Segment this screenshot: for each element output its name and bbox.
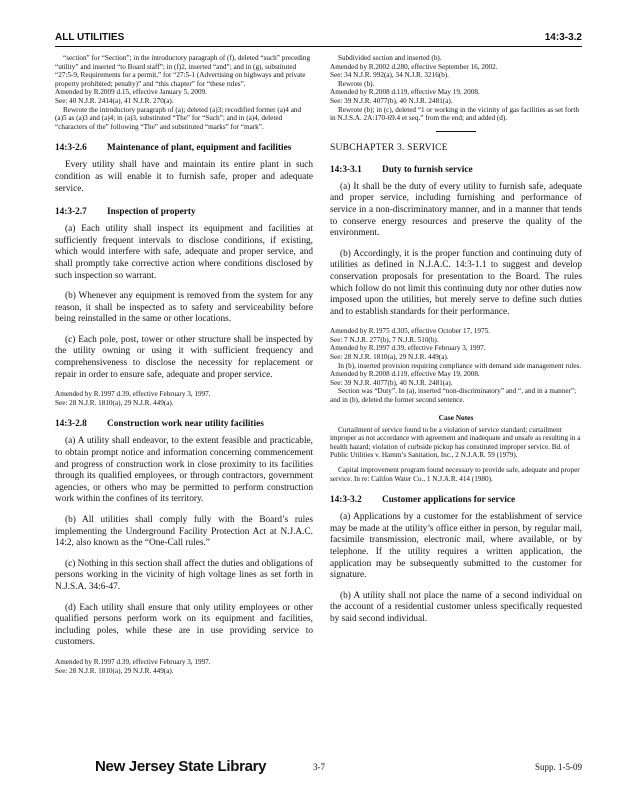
history-note: In (b), inserted provision requiring compliance with demand side management rules. — [338, 361, 582, 370]
paragraph: (a) Applications by a customer for the establishment of service may be made at the utility’s office either in person, by regular mail, facsimile transmission, electronic mail, where available, or by telephone. If the utility requires a written application, the application may be subsequently submitted to the customer for signature. — [330, 512, 582, 581]
history-note: Amended by R.2009 d.15, effective January 5, 2009. — [55, 88, 207, 97]
section-title: Inspection of property — [107, 207, 196, 218]
paragraph: (a) A utility shall endeavor, to the extent feasible and practicable, to obtain prompt notice and information concerning commencement and progress of construction work in close proximity to its facilities through its qualified employees, or through contractors, government agencies, or others who may be permitted to perform construction work within the confines of its territory. — [55, 436, 313, 505]
paragraph: (d) Each utility shall ensure that only utility employees or other qualified persons perform work on its equipment and facilities, including poles, while these are in use providing service to customers. — [55, 602, 313, 648]
section-number: 14:3-2.7 — [55, 207, 87, 218]
history-note: See: 28 N.J.R. 1810(a), 29 N.J.R. 449(a). — [330, 353, 449, 362]
divider — [436, 131, 476, 132]
history-note: Rewrote (b). — [338, 79, 375, 88]
case-note: Curtailment of service found to be a violation of service standard; curtailment improper as not accordance with agreement and inadequate and unsafe as resulting in a health hazard; violation of curbside pickup has constituted improper service. Bd. of Public Utilities v. Hamm’s Sanitation, Inc., 2 N.J.A.R. 59 (1979). — [330, 425, 581, 460]
section-heading-3-2 — [330, 495, 582, 506]
section-number: 14:3-2.8 — [55, 419, 87, 430]
paragraph: (c) Each pole, post, tower or other structure shall be inspected by the utility owning or using it with sufficient frequency and comprehensiveness to disclose the necessity for replacement or repair in order to ensure safe, adequate and proper service. — [55, 334, 313, 380]
history-note: See: 34 N.J.R. 992(a), 34 N.J.R. 3216(b). — [330, 71, 449, 80]
history-note: “section” for “Section”; in the introductory paragraph of (f), deleted “such” preceding “utility” and inserted “to Board staff”; in (f)2, inserted “and”; and in (g), substituted “27:5-9, Requirements for a permit,” for “27:5-1 (Advertising on highways and private property prohibited; penalty)” and “this chapter” for “these rules”. — [55, 54, 311, 88]
history-note: Amended by R.1997 d.39, effective February 3, 1997. — [55, 390, 211, 399]
section-title: Duty to furnish service — [382, 164, 473, 175]
paragraph: (b) A utility shall not place the name of a second individual on the account of a residential customer unless specifically requested by said second individual. — [330, 590, 582, 624]
history-note: See: 40 N.J.R. 2414(a), 41 N.J.R. 270(a). — [55, 96, 174, 105]
paragraph: (a) Each utility shall inspect its equipment and facilities at sufficiently frequent intervals to disclose conditions, if existing, which would interfere with safe, adequate and proper service, and shall promptly take corrective action where conditions disclosed by such inspection so warrant. — [55, 224, 313, 281]
history-note: See: 28 N.J.R. 1810(a), 29 N.J.R. 449(a). — [55, 666, 174, 675]
history-note: Rewrote the introductory paragraph of (a); deleted (a)3; recodified former (a)4 and (a)5 as (a)3 and (a)4; in (a)3, substituted “The” for “Such”; and in (a)4, deleted “characters of the” following “The” and substituted “marks” for “mark”. — [55, 105, 302, 131]
subchapter-heading: SUBCHAPTER 3. SERVICE — [330, 141, 448, 153]
section-heading-3-1 — [330, 165, 582, 176]
case-notes-heading: Case Notes — [438, 412, 474, 422]
case-note: Capital improvement program found necessary to provide safe, adequate and proper service. In re: Califon Water Co., 1 N.J.A.R. 414 (1980). — [330, 466, 580, 483]
header-section-number: 14:3-3.2 — [544, 32, 582, 43]
section-title: Construction work near utility facilities — [107, 419, 264, 430]
library-name: New Jersey State Library — [95, 758, 267, 775]
history-note: Amended by R.2008 d.119, effective May 19, 2008. — [330, 88, 480, 97]
paragraph: Every utility shall have and maintain its entire plant in such condition as will enable it to furnish safe, proper and adequate service. — [55, 160, 313, 194]
right-column — [330, 54, 582, 635]
paragraph: (c) Nothing in this section shall affect the duties and obligations of persons working in the vicinity of high voltage lines as set forth in N.J.S.A. 34:6-47. — [55, 558, 313, 592]
section-number: 14:3-3.1 — [330, 164, 362, 175]
left-column — [55, 54, 313, 675]
paragraph: (b) Accordingly, it is the proper function and continuing duty of utilities as defined in N.J.A.C. 14:3-1.1 to suggest and develop conservation proposals for presentation to the Board. The rules which follow do not limit this continuing duty nor other duties now imposed upon the utilities, but merely serve to define such duties and to establish standards for their performance. — [330, 248, 582, 317]
section-heading-2-8 — [55, 419, 313, 430]
history-note: Amended by R.1975 d.305, effective October 17, 1975. — [330, 327, 490, 336]
history-note: Amended by R.2008 d.119, effective May 19, 2008. — [330, 370, 480, 379]
history-note: Amended by R.1997 d.39, effective February 3, 1997. — [330, 344, 486, 353]
history-note: Rewrote (b); in (c), deleted “1 or working in the vicinity of gas facilities as set forth in N.J.S.A. 2A:170-69.4 et seq.” from the end; and added (d). — [330, 105, 579, 123]
paragraph: (b) Whenever any equipment is removed from the system for any reason, it shall be inspected as to safety and serviceability before being reinstalled in the same or other locations. — [55, 291, 313, 325]
history-note: Section was “Duty”. In (a), inserted “non-discriminatory” and “, and in a manner”; and in (b), deleted the former second sentence. — [330, 387, 577, 405]
history-note: Subdivided section and inserted (b). — [338, 54, 442, 62]
section-heading-2-7 — [55, 207, 313, 218]
paragraph: (b) All utilities shall comply fully with the Board’s rules implementing the Underground Facility Protection Act at N.J.A.C. 14:2, also known as the “One-Call rules.” — [55, 515, 313, 549]
section-number: 14:3-2.6 — [55, 143, 87, 154]
history-note: See: 7 N.J.R. 277(b), 7 N.J.R. 510(b). — [330, 335, 439, 344]
history-note: Amended by R.1997 d.39, effective February 3, 1997. — [55, 657, 211, 666]
section-heading-2-6 — [55, 143, 313, 154]
page-number: 3-7 — [313, 762, 325, 772]
history-note: Amended by R.2002 d.280, effective September 16, 2002. — [330, 62, 498, 71]
running-header — [55, 32, 582, 47]
history-note: See: 39 N.J.R. 4077(b), 40 N.J.R. 2481(a). — [330, 96, 453, 105]
section-number: 14:3-3.2 — [330, 495, 362, 506]
header-title: ALL UTILITIES — [55, 32, 125, 43]
history-note: See: 39 N.J.R. 4077(b), 40 N.J.R. 2481(a). — [330, 378, 453, 387]
section-title: Maintenance of plant, equipment and facilities — [107, 143, 292, 154]
supplement-date: Supp. 1-5-09 — [535, 762, 582, 772]
history-note: See: 28 N.J.R. 1810(a), 29 N.J.R. 449(a). — [55, 398, 174, 407]
page-footer — [55, 758, 582, 778]
paragraph: (a) It shall be the duty of every utility to furnish safe, adequate and proper service, including furnishing and performance of service in a non-discriminatory manner, and in a manner that tends to conserve energy resources and preserve the quality of the environment. — [330, 181, 582, 239]
section-title: Customer applications for service — [382, 495, 516, 506]
